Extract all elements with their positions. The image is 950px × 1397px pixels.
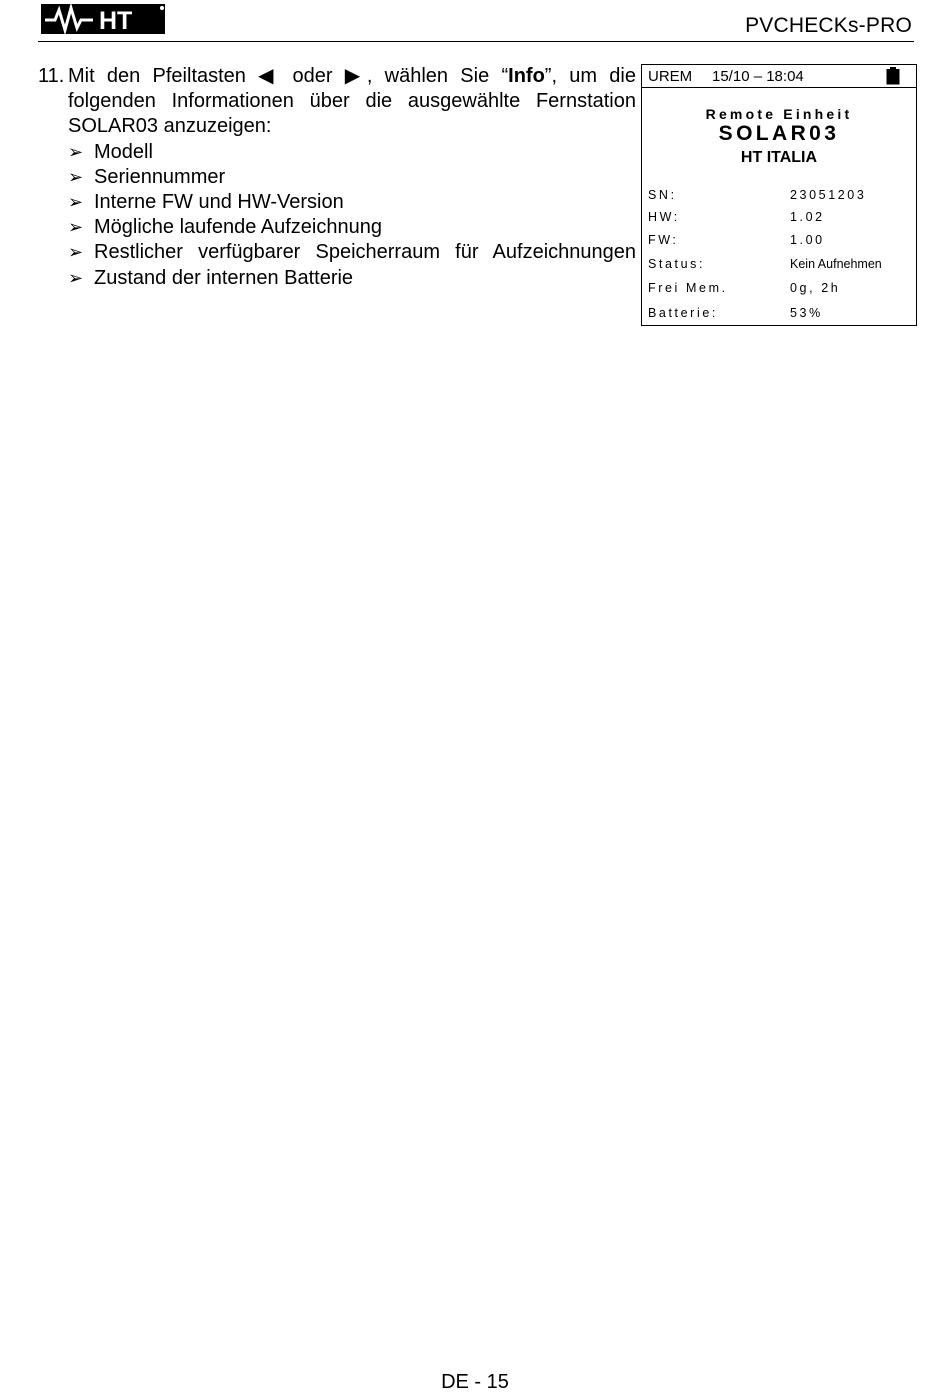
info-value: 53% [790, 306, 823, 320]
bullet-text: Modell [94, 140, 153, 163]
bullet-text: Zustand der internen Batterie [94, 266, 354, 289]
ht-logo-icon [41, 4, 167, 34]
instruction-step [38, 64, 636, 291]
logo-text: HT [99, 7, 133, 34]
battery-icon [886, 67, 900, 85]
info-label: SN: [648, 188, 677, 202]
arrow-bullet-icon: ➢ [68, 217, 84, 238]
step-paragraph [38, 64, 636, 140]
screen-heading-unit-name: SOLAR03 [718, 122, 840, 145]
list-item [38, 140, 636, 165]
info-value: 23051203 [790, 188, 867, 202]
arrow-bullet-icon: ➢ [68, 267, 84, 288]
screen-mode: UREM [648, 68, 693, 85]
step-text [68, 64, 636, 140]
info-label: Status: [648, 257, 706, 271]
list-item [38, 215, 636, 240]
bullet-text: Interne FW und HW-Version [94, 191, 344, 214]
step-text-before: Mit den Pfeiltasten ◀ oder ▶, wählen Sie “ [68, 65, 509, 87]
info-value: 0g, 2h [790, 281, 841, 295]
screen-heading-remote: Remote Einheit [705, 106, 853, 122]
info-label: Batterie: [648, 306, 718, 320]
list-item [38, 266, 636, 291]
document-title: PVCHECKs-PRO [745, 14, 912, 37]
page-header [38, 0, 914, 42]
list-item [38, 165, 636, 190]
arrow-bullet-icon: ➢ [68, 192, 84, 213]
info-value: Kein Aufnehmen [790, 257, 882, 271]
step-text-bold: Info [508, 65, 545, 87]
screen-heading-brand: HT ITALIA [740, 149, 818, 166]
screen-status-bar [642, 65, 916, 88]
list-item [38, 190, 636, 215]
info-label: Frei Mem. [648, 281, 728, 295]
step-number: 11. [38, 65, 65, 87]
page-number: DE - 15 [441, 1371, 509, 1393]
arrow-bullet-icon: ➢ [68, 242, 84, 263]
bullet-text: Mögliche laufende Aufzeichnung [94, 216, 382, 239]
list-item [38, 240, 636, 265]
instrument-screen [641, 64, 917, 326]
info-value: 1.02 [790, 210, 825, 224]
info-bullet-list [38, 140, 636, 291]
arrow-bullet-icon: ➢ [68, 166, 84, 187]
info-value: 1.00 [790, 233, 825, 247]
info-label: FW: [648, 233, 679, 247]
arrow-bullet-icon: ➢ [68, 141, 84, 162]
screen-datetime: 15/10 – 18:04 [712, 68, 804, 85]
step-text-after: ”, um die folgenden Informationen über die ausgewählte Fernstation SOLAR03 anzuzeigen: [68, 65, 636, 138]
info-label: HW: [648, 210, 680, 224]
bullet-text: Restlicher verfügbarer Speicherraum für Aufzeichnungen [94, 241, 636, 264]
bullet-text: Seriennummer [94, 165, 226, 188]
